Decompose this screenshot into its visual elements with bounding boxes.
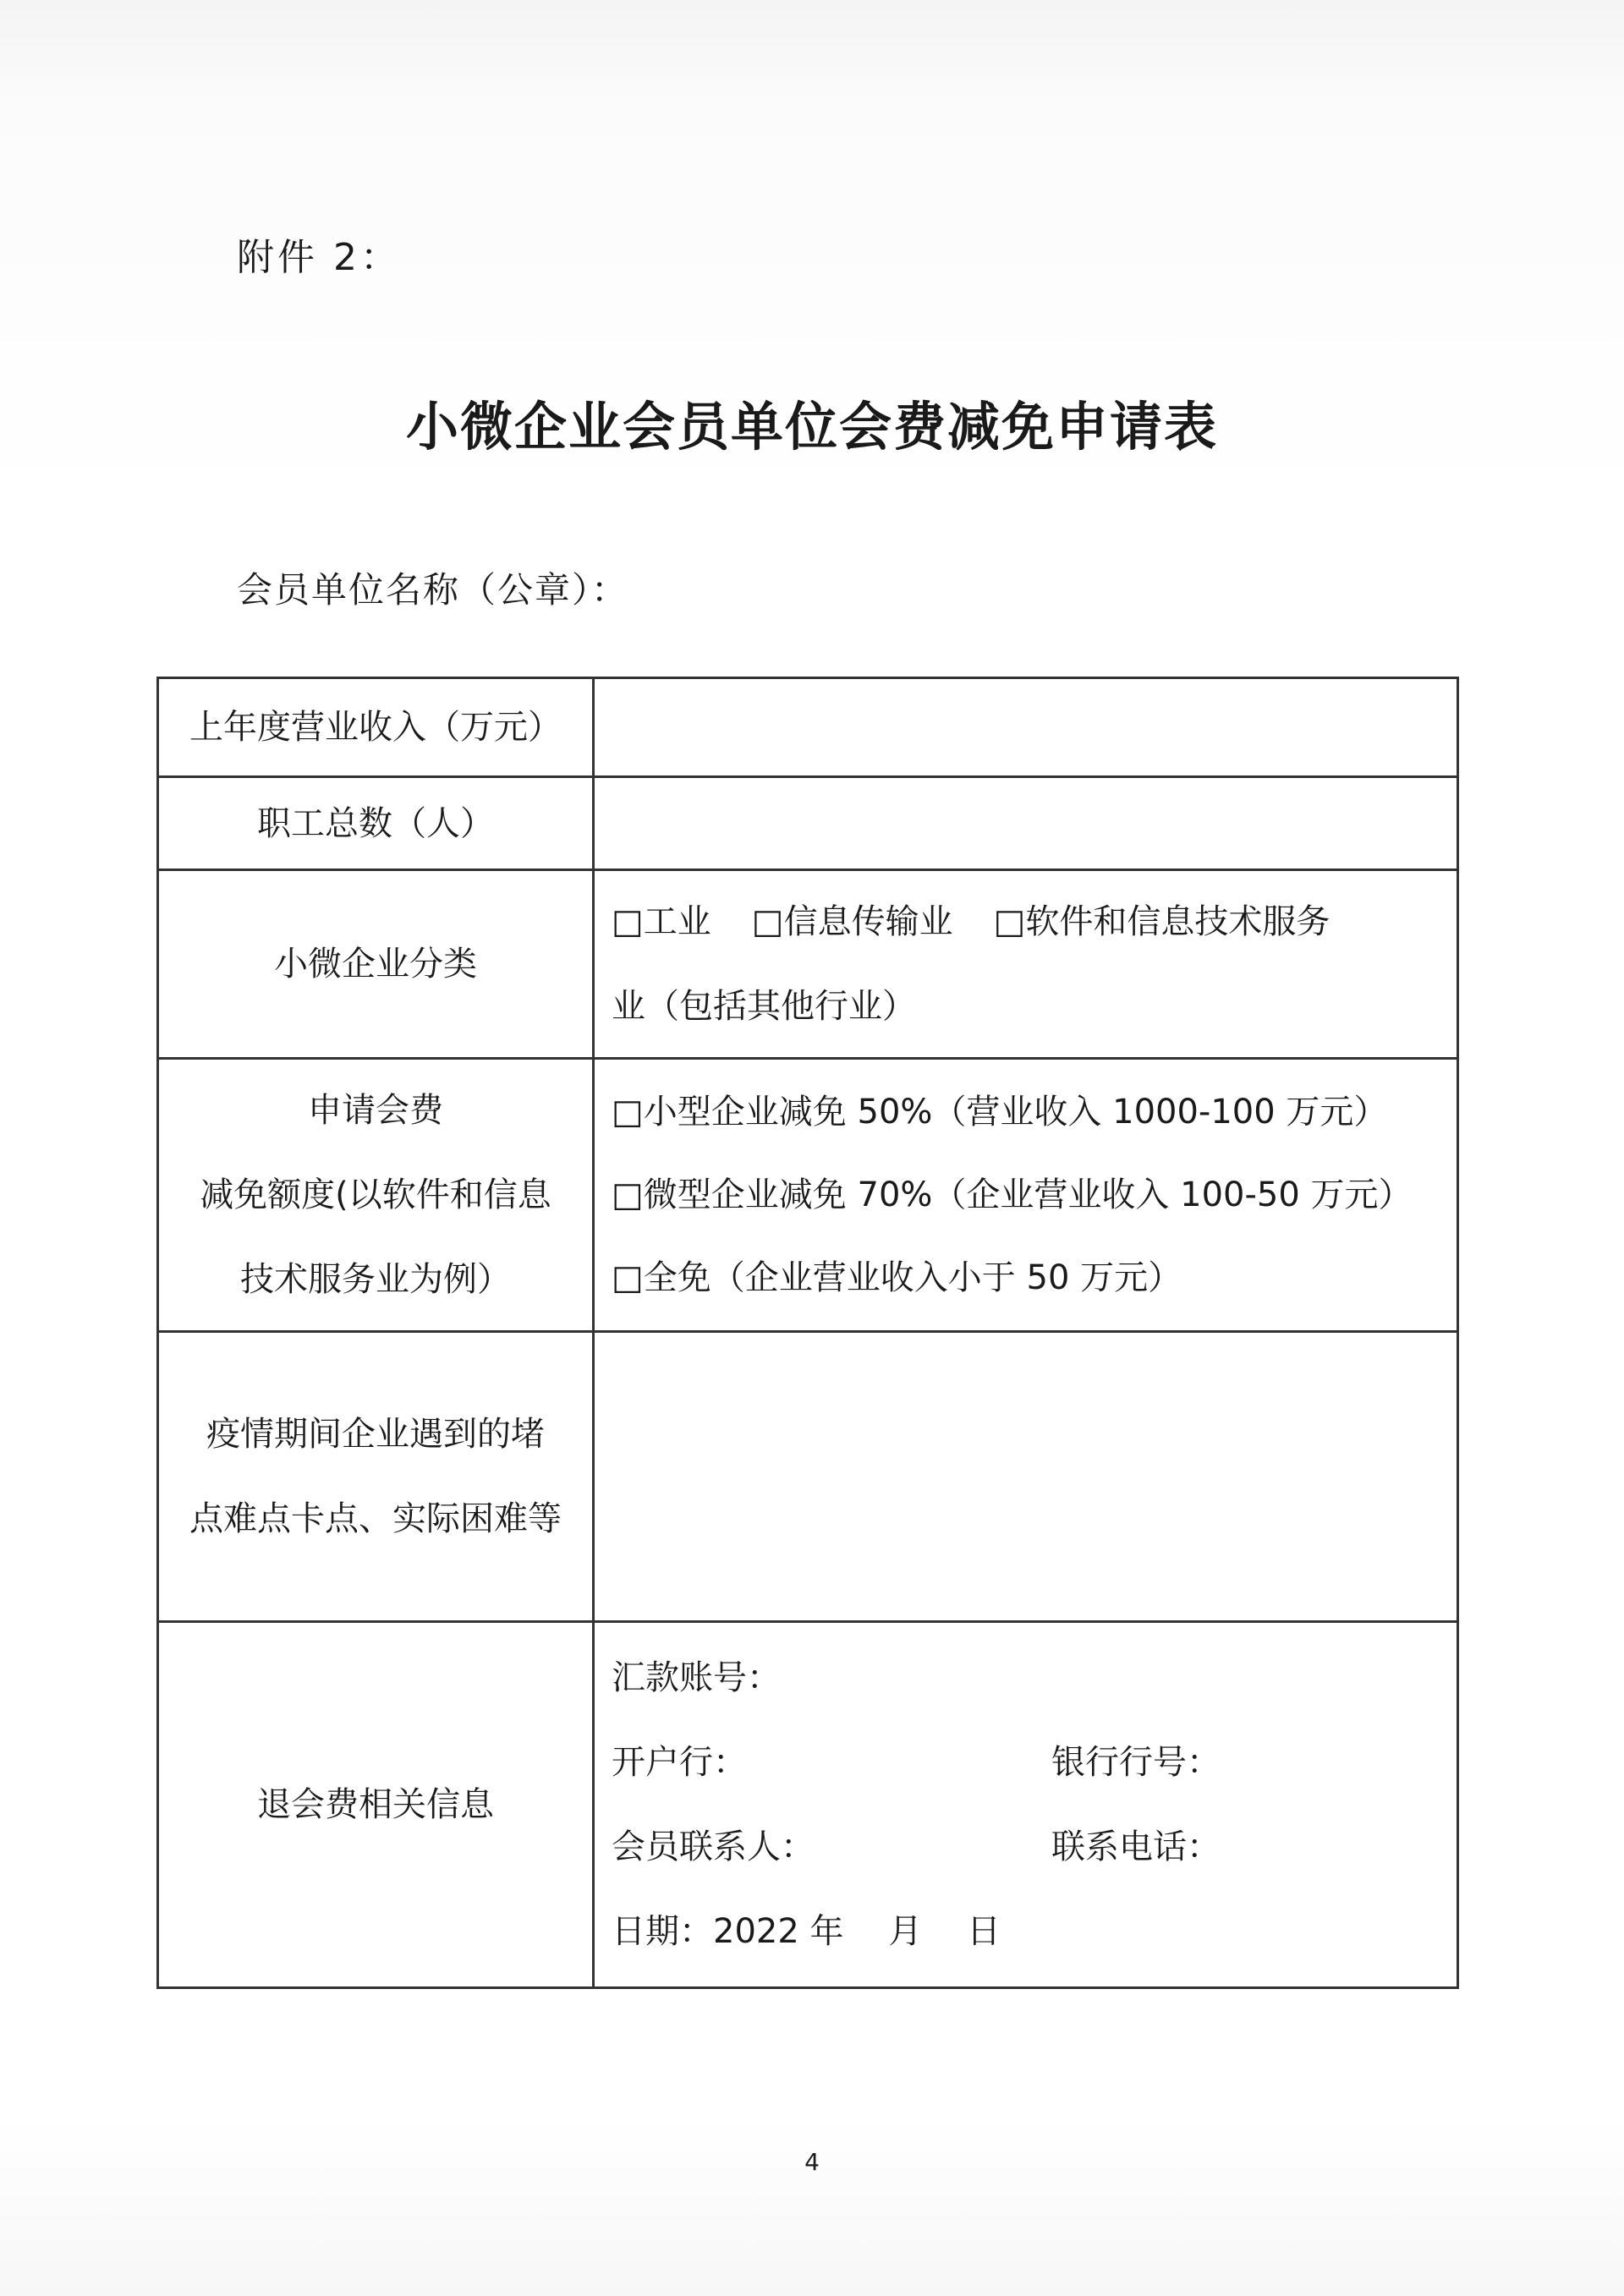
classification-label: 小微企业分类 [158,870,594,1059]
date-label: 日期：2022 年 月 日 [612,1912,1001,1951]
software-option-continuation: 业（包括其他行业） [612,987,916,1026]
form-row-classification [158,870,1458,1059]
reduction-label-line2: 减免额度(以软件和信息 [200,1175,551,1214]
checkbox-industry[interactable]: □工业 [612,902,711,941]
form-row-reduction [158,1059,1458,1332]
checkbox-it-transport[interactable]: □信息传输业 [751,902,953,941]
reduction-label-line1: 申请会费 [308,1091,443,1130]
checkbox-software[interactable]: □软件和信息技术服务 [993,902,1330,941]
page-number: 4 [804,2148,820,2176]
application-form-table [156,677,1459,1989]
attachment-label: 附件 2： [237,236,401,279]
checkbox-full-exemption[interactable]: □全免（企业营业收入小于 50 万元） [612,1258,1182,1297]
checkbox-small-enterprise[interactable]: □小型企业减免 50%（营业收入 1000-100 万元） [612,1093,1388,1132]
difficulties-label-line2: 点难点卡点、实际困难等 [189,1499,562,1538]
bank-code-label: 银行行号： [1051,1743,1221,1782]
difficulties-label [158,1332,594,1622]
difficulties-label-line1: 疫情期间企业遇到的堵 [206,1415,545,1454]
member-name-label: 会员单位名称（公章）： [237,569,629,611]
form-row-refund [158,1622,1458,1988]
contact-label: 会员联系人： [612,1827,815,1866]
refund-details [594,1622,1458,1988]
staff-field[interactable] [594,777,1458,870]
classification-options [594,870,1458,1059]
checkbox-micro-enterprise[interactable]: □微型企业减免 70%（企业营业收入 100-50 万元） [612,1175,1413,1214]
document-title: 小微企业会员单位会费减免申请表 [405,396,1218,458]
reduction-label [158,1059,594,1332]
account-label: 汇款账号： [612,1658,781,1697]
bank-label: 开户行： [612,1743,747,1782]
form-row-difficulties [158,1332,1458,1622]
reduction-label-line3: 技术服务业为例） [240,1260,511,1299]
staff-label: 职工总数（人） [158,777,594,870]
reduction-options [594,1059,1458,1332]
revenue-field[interactable] [594,678,1458,777]
form-row-staff [158,777,1458,870]
revenue-label: 上年度营业收入（万元） [158,678,594,777]
phone-label: 联系电话： [1051,1827,1221,1866]
refund-label: 退会费相关信息 [158,1622,594,1988]
form-row-revenue [158,678,1458,777]
difficulties-field[interactable] [594,1332,1458,1622]
